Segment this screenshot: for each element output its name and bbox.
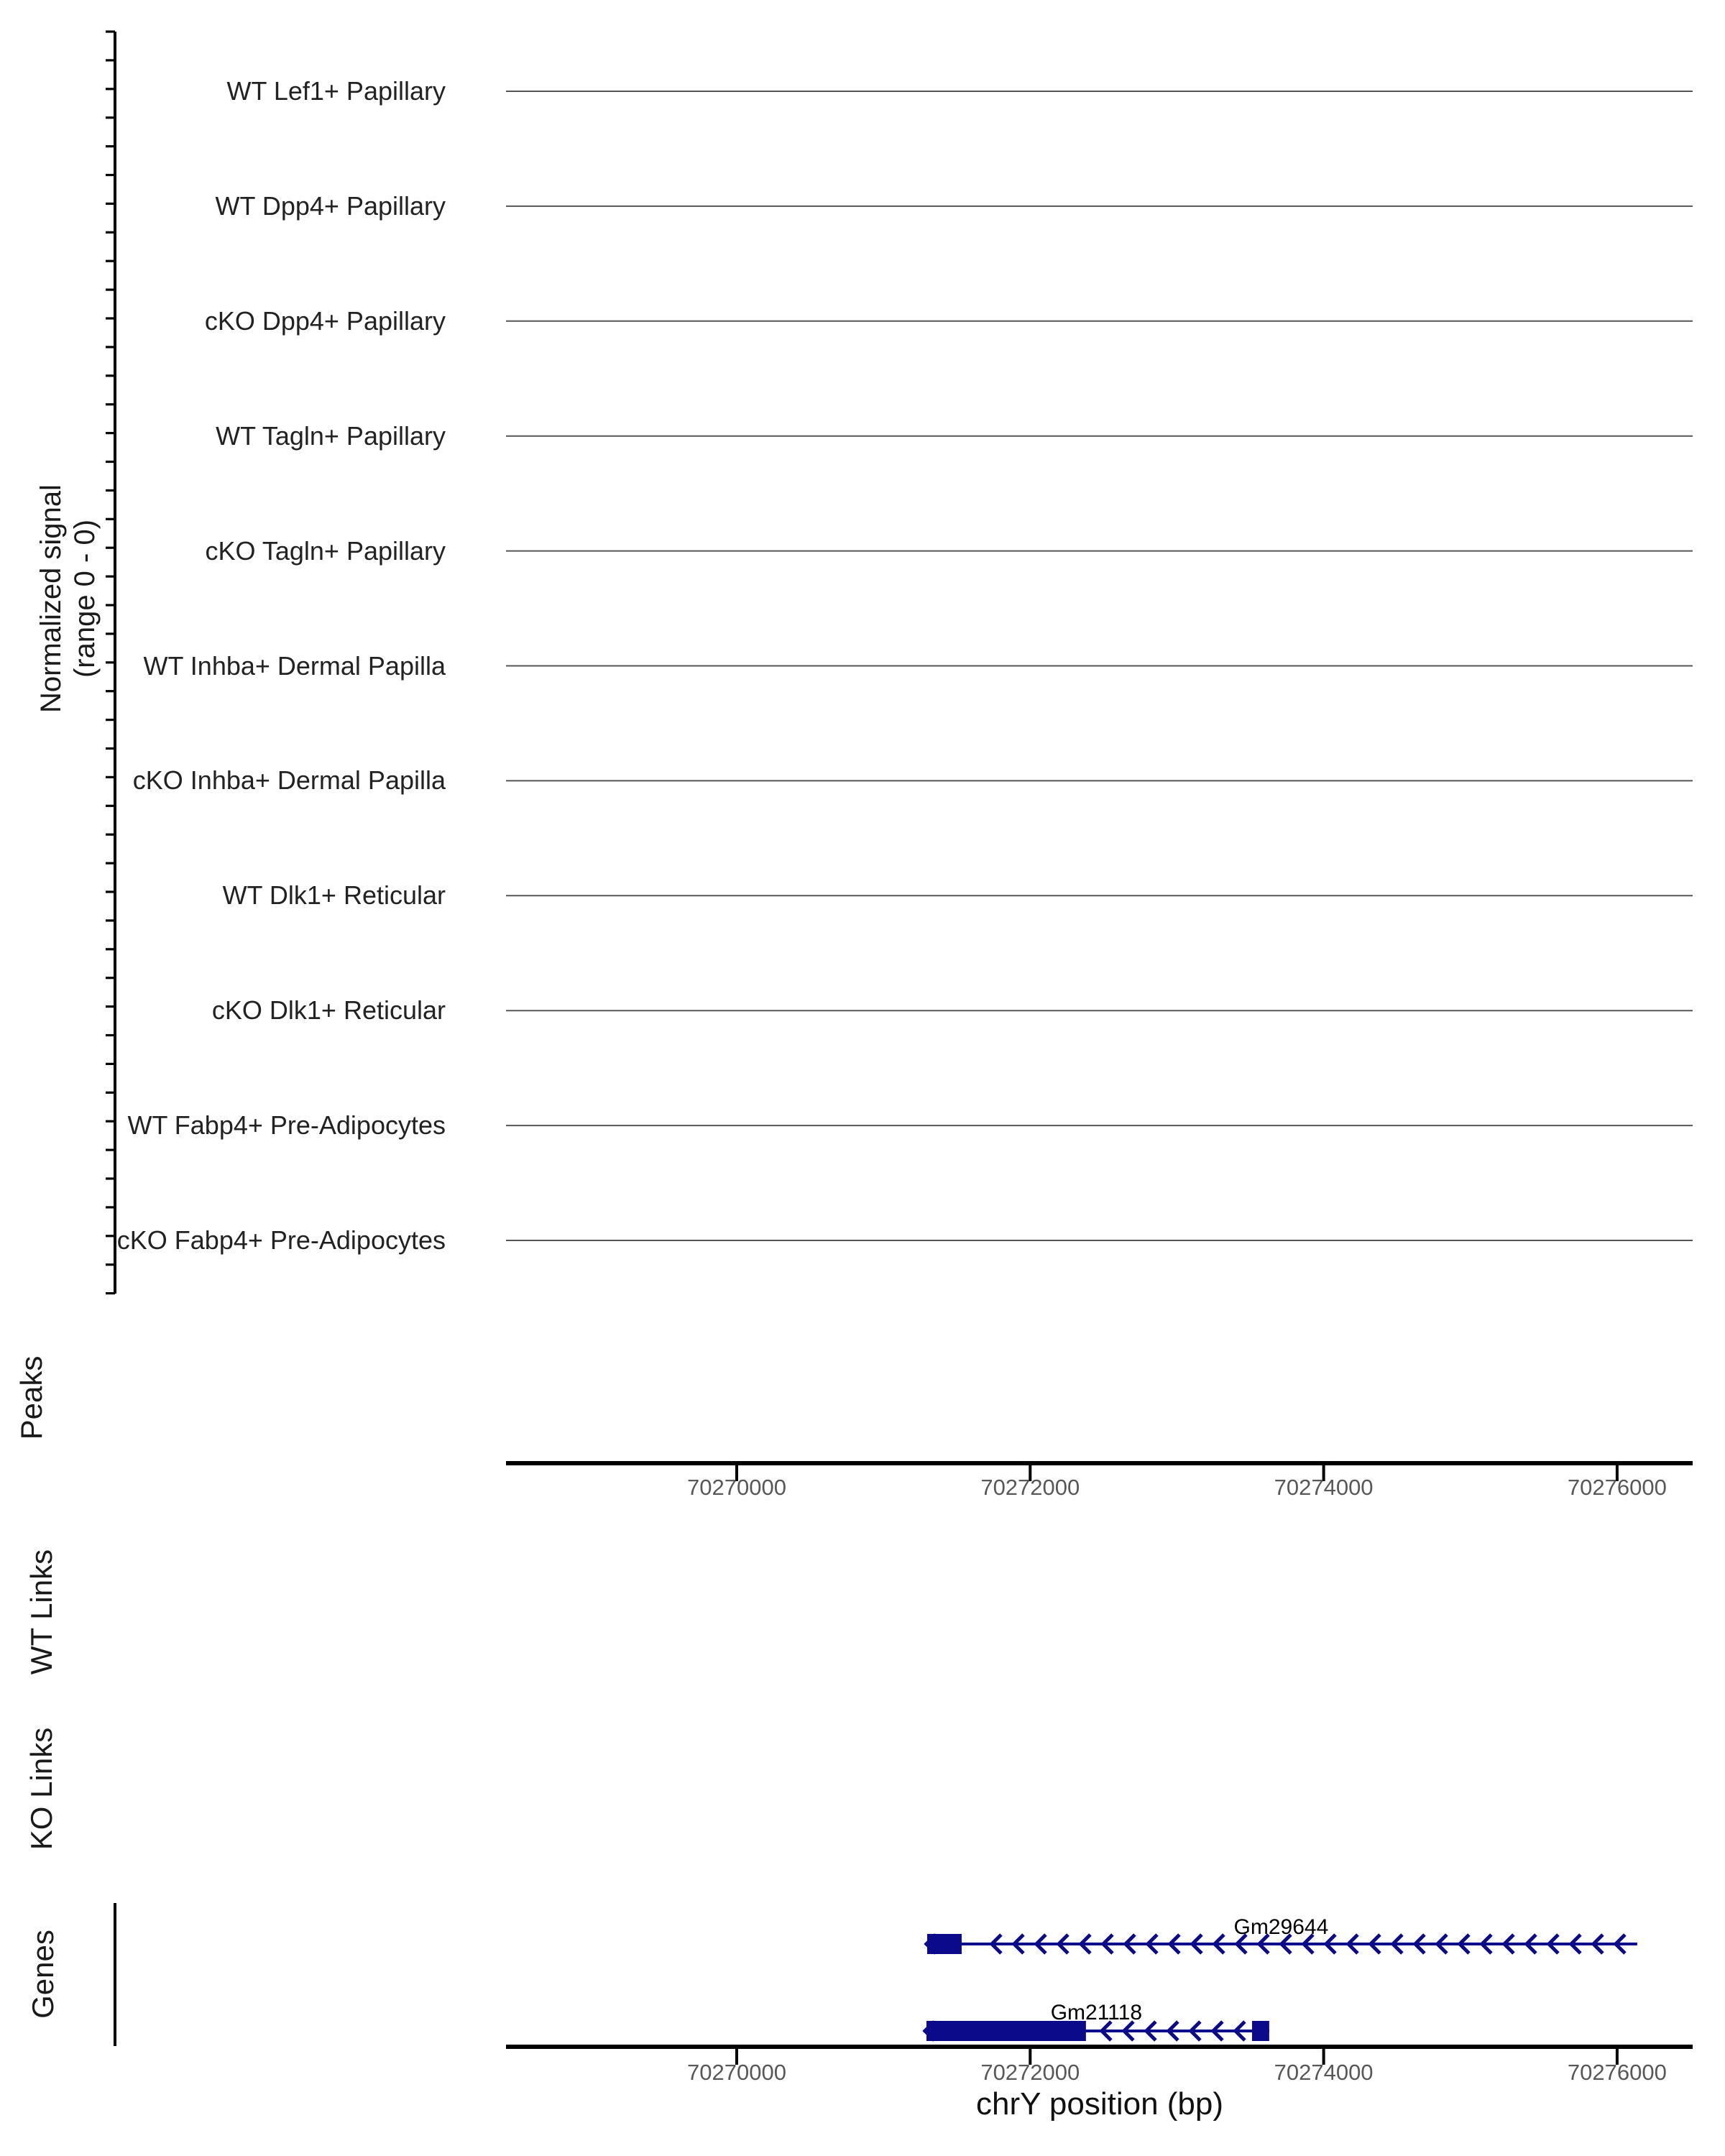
section-label-ko-links: KO Links <box>24 1727 58 1851</box>
peaks-axis-tick-label: 70274000 <box>1274 1475 1374 1500</box>
peaks-axis-tick-label: 70276000 <box>1567 1475 1667 1500</box>
track-label: cKO Inhba+ Dermal Papilla <box>132 765 446 796</box>
exon-box <box>1252 2021 1269 2041</box>
track-label: cKO Fabp4+ Pre-Adipocytes <box>116 1225 446 1255</box>
position-axis-tick-label: 70270000 <box>687 2060 786 2085</box>
peaks-axis-tick-label: 70272000 <box>980 1475 1080 1500</box>
section-label-genes: Genes <box>26 1930 60 2019</box>
position-axis-tick-label: 70272000 <box>980 2060 1080 2085</box>
section-label-peaks: Peaks <box>14 1355 48 1440</box>
track-label: WT Dpp4+ Papillary <box>215 190 446 221</box>
x-axis-title: chrY position (bp) <box>975 2086 1224 2122</box>
y-axis-label-line1: Normalized signal <box>34 484 67 713</box>
position-axis-tick-label: 70274000 <box>1274 2060 1374 2085</box>
track-label: WT Lef1+ Papillary <box>226 76 446 106</box>
track-label: WT Fabp4+ Pre-Adipocytes <box>127 1110 446 1141</box>
y-axis-label-line2: (range 0 - 0) <box>69 519 101 678</box>
track-label: WT Tagln+ Papillary <box>216 420 446 451</box>
exon-box <box>927 1934 962 1954</box>
track-label: cKO Dpp4+ Papillary <box>204 305 446 336</box>
peaks-axis-tick-label: 70270000 <box>687 1475 786 1500</box>
gene-name-label: Gm21118 <box>1050 2001 1143 2024</box>
position-axis-tick-label: 70276000 <box>1567 2060 1667 2085</box>
track-label: WT Dlk1+ Reticular <box>222 880 446 911</box>
y-axis-label <box>34 484 102 713</box>
track-label: WT Inhba+ Dermal Papilla <box>143 650 446 681</box>
track-label: cKO Tagln+ Papillary <box>205 535 446 566</box>
section-label-wt-links: WT Links <box>24 1549 58 1675</box>
track-label: cKO Dlk1+ Reticular <box>211 995 446 1026</box>
gene-name-label: Gm29644 <box>1233 1915 1329 1939</box>
